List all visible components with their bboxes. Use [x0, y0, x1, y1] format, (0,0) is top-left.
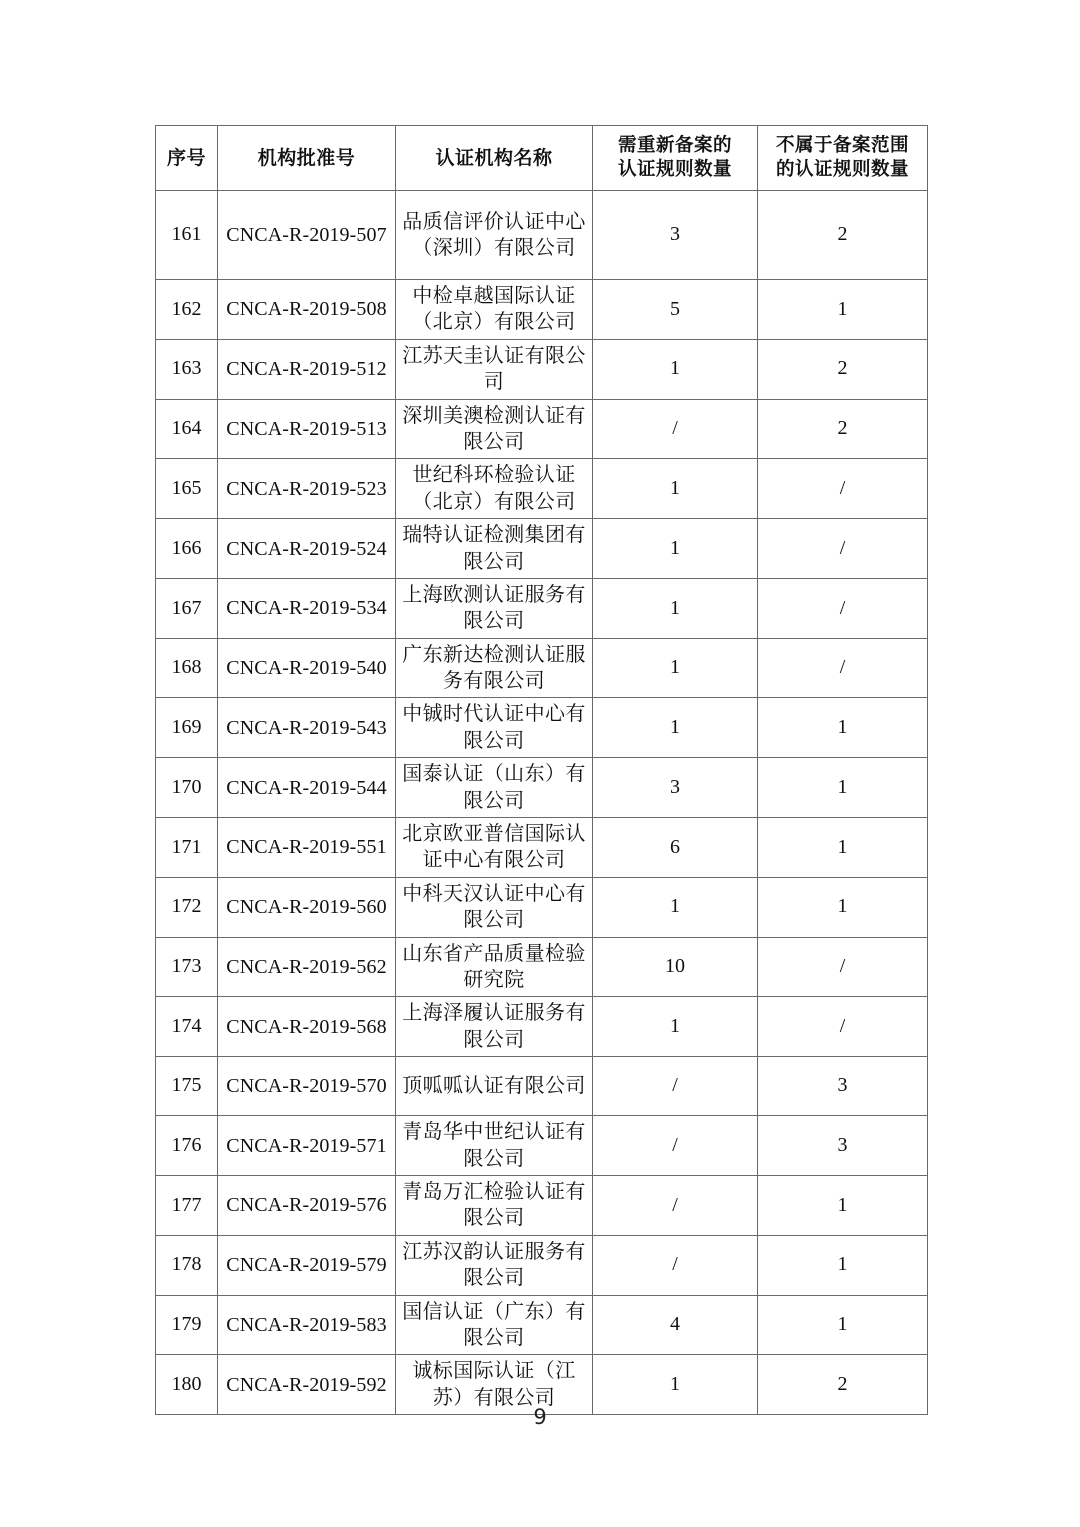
cell-out-of-scope: 1	[758, 698, 928, 758]
table-row	[156, 1116, 928, 1176]
cell-index: 180	[156, 1355, 218, 1415]
cell-out-of-scope: 1	[758, 877, 928, 937]
cell-institution-name: 山东省产品质量检验研究院	[396, 937, 593, 997]
cell-out-of-scope: /	[758, 519, 928, 579]
cell-approval-no: CNCA-R-2019-568	[218, 997, 396, 1057]
cell-approval-no: CNCA-R-2019-551	[218, 818, 396, 878]
cell-out-of-scope: 2	[758, 191, 928, 280]
table-header-row	[156, 126, 928, 191]
cell-out-of-scope: 1	[758, 280, 928, 340]
cell-need-refiling: 4	[593, 1295, 758, 1355]
cell-institution-name: 青岛华中世纪认证有限公司	[396, 1116, 593, 1176]
cell-index: 163	[156, 339, 218, 399]
cell-institution-name: 江苏汉韵认证服务有限公司	[396, 1235, 593, 1295]
table-row	[156, 997, 928, 1057]
cell-institution-name: 中检卓越国际认证（北京）有限公司	[396, 280, 593, 340]
column-header-out-of-scope	[758, 126, 928, 191]
cell-need-refiling: 1	[593, 578, 758, 638]
table-row	[156, 280, 928, 340]
cell-out-of-scope: 1	[758, 1295, 928, 1355]
cell-approval-no: CNCA-R-2019-513	[218, 399, 396, 459]
cell-institution-name: 中科天汉认证中心有限公司	[396, 877, 593, 937]
cell-index: 171	[156, 818, 218, 878]
cell-approval-no: CNCA-R-2019-570	[218, 1057, 396, 1116]
cell-need-refiling: 1	[593, 519, 758, 579]
cell-need-refiling: 1	[593, 997, 758, 1057]
cell-institution-name: 瑞特认证检测集团有限公司	[396, 519, 593, 579]
column-header-index: 序号	[156, 126, 218, 191]
cell-out-of-scope: 1	[758, 758, 928, 818]
cell-out-of-scope: /	[758, 459, 928, 519]
cell-index: 174	[156, 997, 218, 1057]
cell-need-refiling: 1	[593, 339, 758, 399]
cell-institution-name: 青岛万汇检验认证有限公司	[396, 1175, 593, 1235]
table-row	[156, 399, 928, 459]
table-header	[156, 126, 928, 191]
table-row	[156, 1295, 928, 1355]
cell-index: 168	[156, 638, 218, 698]
cell-approval-no: CNCA-R-2019-540	[218, 638, 396, 698]
cell-approval-no: CNCA-R-2019-507	[218, 191, 396, 280]
cell-need-refiling: 1	[593, 877, 758, 937]
cell-out-of-scope: /	[758, 937, 928, 997]
table-row	[156, 638, 928, 698]
cell-need-refiling: 1	[593, 1355, 758, 1415]
cell-index: 176	[156, 1116, 218, 1176]
cell-approval-no: CNCA-R-2019-523	[218, 459, 396, 519]
cell-approval-no: CNCA-R-2019-583	[218, 1295, 396, 1355]
cell-approval-no: CNCA-R-2019-544	[218, 758, 396, 818]
column-header-approval-no: 机构批准号	[218, 126, 396, 191]
registry-table-container	[155, 125, 927, 1415]
cell-institution-name: 中铖时代认证中心有限公司	[396, 698, 593, 758]
cell-index: 177	[156, 1175, 218, 1235]
cell-need-refiling: /	[593, 399, 758, 459]
cell-out-of-scope: 1	[758, 1175, 928, 1235]
cell-need-refiling: 1	[593, 698, 758, 758]
table-row	[156, 578, 928, 638]
cell-need-refiling: 6	[593, 818, 758, 878]
column-header-out-of-scope-line2: 的认证规则数量	[775, 159, 909, 180]
cell-need-refiling: 3	[593, 758, 758, 818]
cell-institution-name: 诚标国际认证（江苏）有限公司	[396, 1355, 593, 1415]
cell-index: 165	[156, 459, 218, 519]
cell-approval-no: CNCA-R-2019-576	[218, 1175, 396, 1235]
cell-index: 166	[156, 519, 218, 579]
certification-registry-table	[155, 125, 928, 1415]
column-header-need-refiling-line2: 认证规则数量	[617, 159, 732, 180]
table-body	[156, 191, 928, 1415]
cell-need-refiling: 5	[593, 280, 758, 340]
cell-out-of-scope: 2	[758, 339, 928, 399]
cell-institution-name: 品质信评价认证中心（深圳）有限公司	[396, 191, 593, 280]
cell-index: 173	[156, 937, 218, 997]
cell-out-of-scope: 2	[758, 1355, 928, 1415]
column-header-need-refiling-line1: 需重新备案的	[617, 134, 732, 156]
table-row	[156, 877, 928, 937]
cell-institution-name: 国信认证（广东）有限公司	[396, 1295, 593, 1355]
cell-institution-name: 上海泽履认证服务有限公司	[396, 997, 593, 1057]
table-row	[156, 1057, 928, 1116]
cell-index: 172	[156, 877, 218, 937]
table-row	[156, 758, 928, 818]
cell-out-of-scope: 3	[758, 1057, 928, 1116]
cell-approval-no: CNCA-R-2019-512	[218, 339, 396, 399]
cell-need-refiling: /	[593, 1057, 758, 1116]
column-header-out-of-scope-line1: 不属于备案范围	[775, 134, 909, 156]
table-row	[156, 339, 928, 399]
cell-institution-name: 深圳美澳检测认证有限公司	[396, 399, 593, 459]
cell-index: 178	[156, 1235, 218, 1295]
cell-need-refiling: 1	[593, 638, 758, 698]
cell-approval-no: CNCA-R-2019-592	[218, 1355, 396, 1415]
page-number: 9	[533, 1405, 547, 1429]
cell-out-of-scope: 1	[758, 818, 928, 878]
cell-index: 162	[156, 280, 218, 340]
cell-institution-name: 国泰认证（山东）有限公司	[396, 758, 593, 818]
cell-institution-name: 广东新达检测认证服务有限公司	[396, 638, 593, 698]
cell-index: 175	[156, 1057, 218, 1116]
cell-approval-no: CNCA-R-2019-579	[218, 1235, 396, 1295]
table-row	[156, 459, 928, 519]
column-header-institution-name: 认证机构名称	[396, 126, 593, 191]
cell-approval-no: CNCA-R-2019-562	[218, 937, 396, 997]
table-row	[156, 698, 928, 758]
cell-approval-no: CNCA-R-2019-543	[218, 698, 396, 758]
cell-index: 170	[156, 758, 218, 818]
column-header-need-refiling	[593, 126, 758, 191]
table-row	[156, 818, 928, 878]
cell-need-refiling: 1	[593, 459, 758, 519]
cell-need-refiling: 10	[593, 937, 758, 997]
table-row	[156, 1235, 928, 1295]
table-row	[156, 191, 928, 280]
cell-out-of-scope: /	[758, 638, 928, 698]
cell-institution-name: 北京欧亚普信国际认证中心有限公司	[396, 818, 593, 878]
cell-approval-no: CNCA-R-2019-571	[218, 1116, 396, 1176]
cell-out-of-scope: 3	[758, 1116, 928, 1176]
cell-institution-name: 上海欧测认证服务有限公司	[396, 578, 593, 638]
cell-index: 161	[156, 191, 218, 280]
cell-approval-no: CNCA-R-2019-508	[218, 280, 396, 340]
cell-institution-name: 江苏天圭认证有限公司	[396, 339, 593, 399]
cell-need-refiling: /	[593, 1235, 758, 1295]
cell-need-refiling: /	[593, 1175, 758, 1235]
cell-need-refiling: /	[593, 1116, 758, 1176]
cell-institution-name: 世纪科环检验认证（北京）有限公司	[396, 459, 593, 519]
cell-out-of-scope: 2	[758, 399, 928, 459]
cell-approval-no: CNCA-R-2019-534	[218, 578, 396, 638]
table-row	[156, 1175, 928, 1235]
cell-out-of-scope: 1	[758, 1235, 928, 1295]
cell-out-of-scope: /	[758, 997, 928, 1057]
table-row	[156, 937, 928, 997]
cell-index: 164	[156, 399, 218, 459]
cell-need-refiling: 3	[593, 191, 758, 280]
table-row	[156, 519, 928, 579]
cell-out-of-scope: /	[758, 578, 928, 638]
cell-index: 169	[156, 698, 218, 758]
cell-approval-no: CNCA-R-2019-524	[218, 519, 396, 579]
cell-index: 167	[156, 578, 218, 638]
cell-approval-no: CNCA-R-2019-560	[218, 877, 396, 937]
cell-index: 179	[156, 1295, 218, 1355]
cell-institution-name: 顶呱呱认证有限公司	[396, 1057, 593, 1116]
